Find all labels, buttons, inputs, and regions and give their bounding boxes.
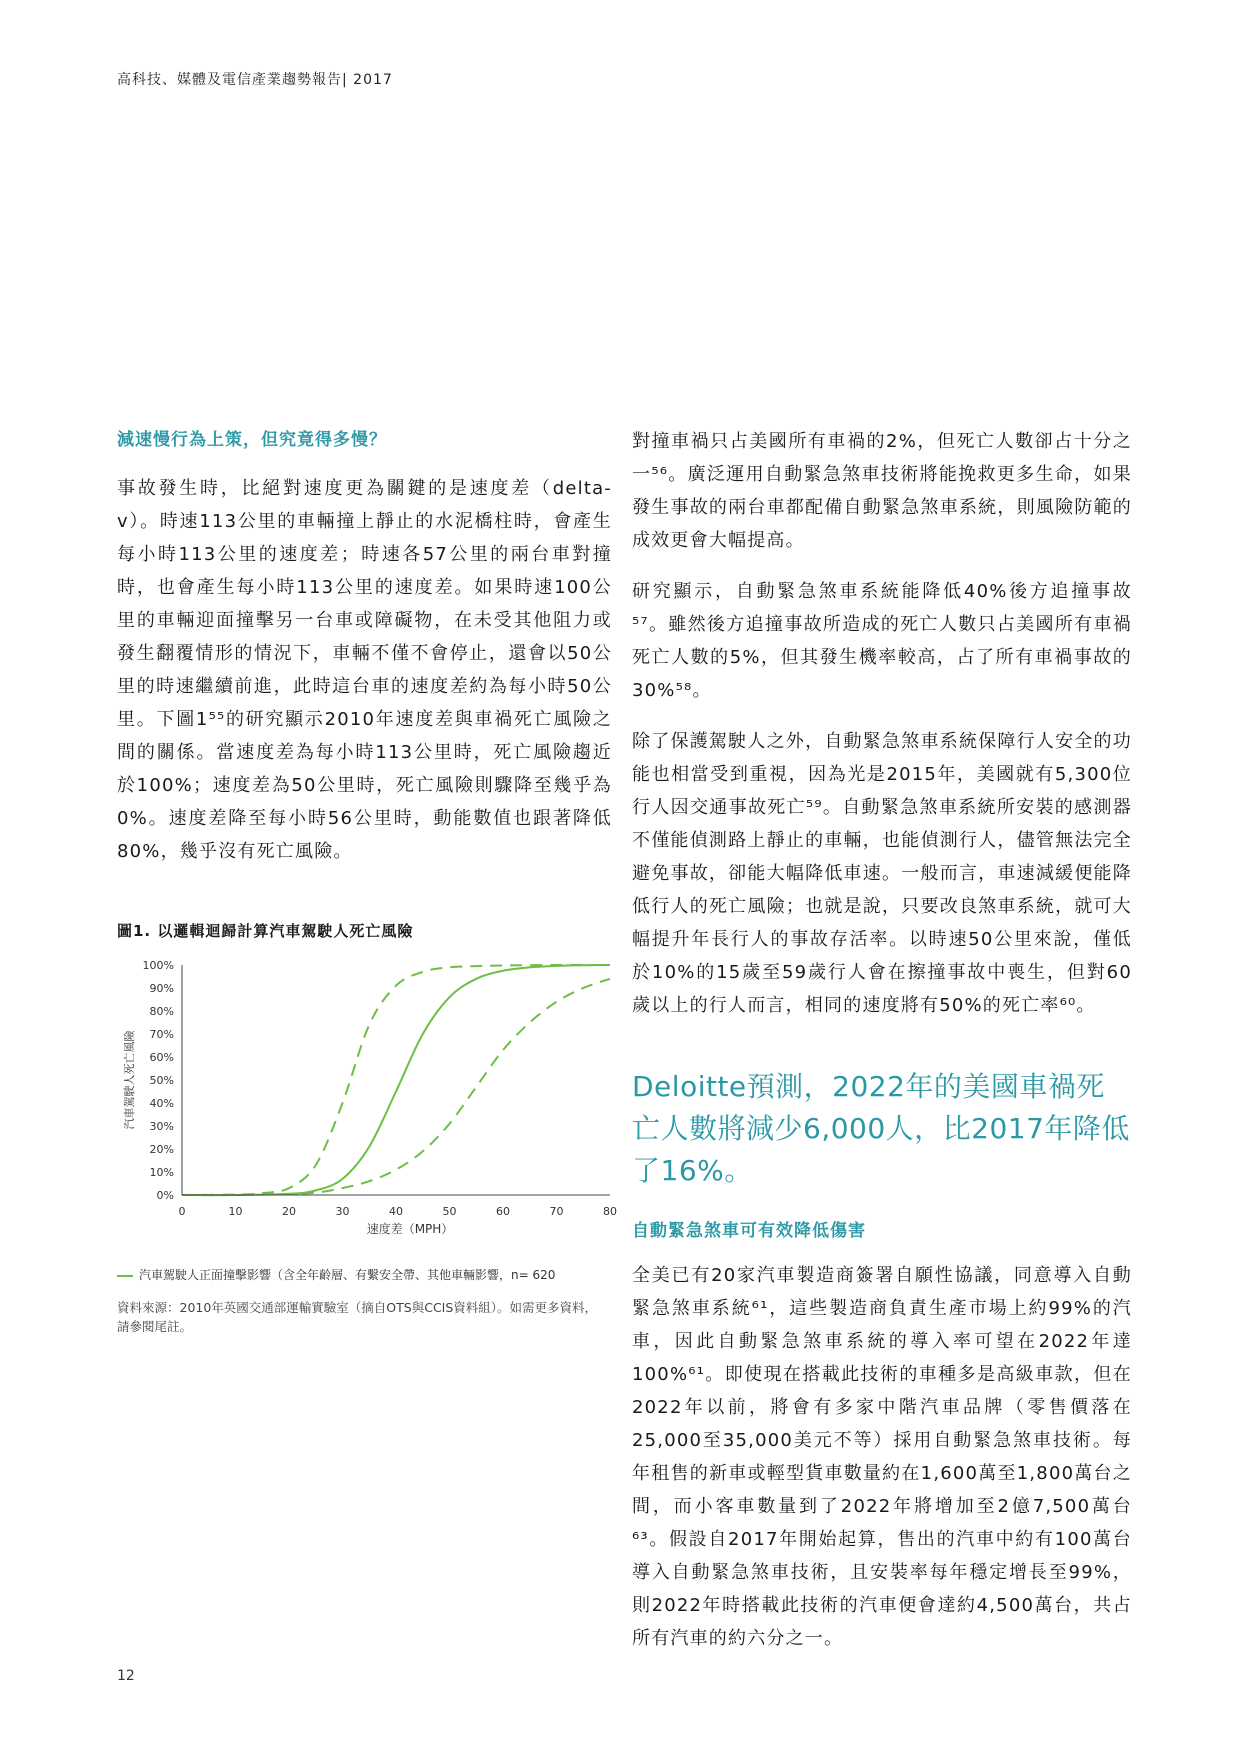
y-tick-label: 90% — [149, 982, 174, 995]
section-heading-slow-down: 減速慢行為上策，但究竟得多慢？ — [117, 430, 387, 450]
section-heading-aeb: 自動緊急煞車可有效降低傷害 — [632, 1221, 866, 1241]
y-tick-label: 70% — [149, 1028, 174, 1041]
x-axis-title: 速度差（MPH） — [366, 1222, 454, 1236]
y-tick-label: 100% — [142, 959, 174, 972]
y-tick-label: 60% — [149, 1051, 174, 1064]
body-paragraph-pedestrians: 除了保護駕駛人之外，自動緊急煞車系統保障行人安全的功能也相當受到重視，因為光是2015年，美國就有5,300位行人因交通事故死亡⁵⁹。自動緊急煞車系統所安裝的感測器不僅能偵測路上靜止的車輛，也能偵測行人，儘管無法完全避免事故，卻能大幅降低車速。一般而言，車速減緩便能降低行人的死亡風險；也就是說，只要改良煞車系統，就可大幅提升年長行人的事故存活率。以時速50公里來說，僅低於10%的15歲至59歲行人會在擦撞事故中喪生，但對60歲以上的行人而言，相同的速度將有50%的死亡率⁶⁰。 — [632, 731, 1132, 1016]
body-paragraph-adoption: 全美已有20家汽車製造商簽署自願性協議，同意導入自動緊急煞車系統⁶¹，這些製造商負責生產市場上約99%的汽車，因此自動緊急煞車系統的導入率可望在2022年達100%⁶¹。即使現在搭載此技術的車種多是高級車款，但在2022年以前，將會有多家中階汽車品牌（零售價落在25,000至35,000美元不等）採用自動緊急煞車技術。每年租售的新車或輕型貨車數量約在1,600萬至1,800萬台之間，而小客車數量到了2022年將增加至2億7,500萬台⁶³。假設自2017年開始起算，售出的汽車中約有100萬台導入自動緊急煞車技術，且安裝率每年穩定增長至99%，則2022年時搭載此技術的汽車便會達約4,500萬台，共占所有汽車的約六分之一。 — [632, 1265, 1132, 1649]
source-note: 資料來源：2010年英國交通部運輸實驗室（摘自OTS與CCIS資料組）。如需更多資料，請參閱尾註。 — [117, 1300, 598, 1334]
y-tick-label: 0% — [156, 1189, 174, 1202]
left-column — [117, 425, 612, 941]
body-paragraph-rear-end: 研究顯示，自動緊急煞車系統能降低40%後方追撞事故⁵⁷。雖然後方追撞事故所造成的死亡人數只占美國所有車禍死亡人數的5%，但其發生機率較高，占了所有車禍事故的30%⁵⁸。 — [632, 581, 1132, 701]
y-tick-label: 40% — [149, 1097, 174, 1110]
series-line-bound-1 — [182, 965, 610, 1195]
series-line-estimate — [182, 965, 610, 1195]
y-axis-title: 汽車駕駛人死亡風險 — [123, 1030, 136, 1130]
x-tick-label: 0 — [178, 1205, 186, 1218]
fatality-risk-chart — [110, 945, 630, 1265]
report-header: 高科技、媒體及電信產業趨勢報告| 2017 — [117, 72, 393, 88]
x-tick-label: 70 — [549, 1205, 564, 1218]
chart-legend — [117, 1266, 555, 1283]
x-tick-label: 80 — [603, 1205, 617, 1218]
legend-swatch — [117, 1275, 133, 1277]
y-tick-label: 80% — [149, 1005, 174, 1018]
x-tick-label: 60 — [496, 1205, 510, 1218]
figure-title: 圖1. 以邏輯迴歸計算汽車駕駛人死亡風險 — [117, 922, 414, 940]
y-tick-label: 50% — [149, 1074, 174, 1087]
y-tick-label: 30% — [149, 1120, 174, 1133]
x-tick-label: 10 — [228, 1205, 243, 1218]
x-tick-label: 30 — [335, 1205, 350, 1218]
body-paragraph-head-on: 對撞車禍只占美國所有車禍的2%，但死亡人數卻占十分之一⁵⁶。廣泛運用自動緊急煞車技術將能挽救更多生命，如果發生事故的兩台車都配備自動緊急煞車系統，則風險防範的成效更會大幅提高。 — [632, 431, 1132, 551]
series-line-bound-2 — [182, 979, 610, 1195]
pull-quote: Deloitte預測，2022年的美國車禍死亡人數將減少6,000人，比2017年降低了16%。 — [632, 1070, 1130, 1187]
body-paragraph-delta-v: 事故發生時，比絕對速度更為關鍵的是速度差（delta-v）。時速113公里的車輛撞上靜止的水泥橋柱時，會產生每小時113公里的速度差；時速各57公里的兩台車對撞時，也會產生每小時113公里的速度差。如果時速100公里的車輛迎面撞擊另一台車或障礙物，在未受其他阻力或發生翻覆情形的情況下，車輛不僅不會停止，還會以50公里的時速繼續前進，此時這台車的速度差約為每小時50公里。下圖1⁵⁵的研究顯示2010年速度差與車禍死亡風險之間的關係。當速度差為每小時113公里時，死亡風險趨近於100%；速度差為50公里時，死亡風險則驟降至幾乎為0%。速度差降至每小時56公里時，動能數值也跟著降低80%，幾乎沒有死亡風險。 — [117, 478, 612, 862]
y-tick-label: 20% — [149, 1143, 174, 1156]
x-tick-label: 40 — [389, 1205, 403, 1218]
x-tick-label: 50 — [442, 1205, 457, 1218]
y-tick-label: 10% — [149, 1166, 174, 1179]
legend-label: 汽車駕駛人正面撞擊影響（含全年齡層、有繫安全帶、其他車輛影響，n= 620 — [139, 1268, 556, 1282]
right-column — [632, 425, 1132, 1655]
page-number: 12 — [117, 1668, 135, 1684]
x-tick-label: 20 — [282, 1205, 296, 1218]
